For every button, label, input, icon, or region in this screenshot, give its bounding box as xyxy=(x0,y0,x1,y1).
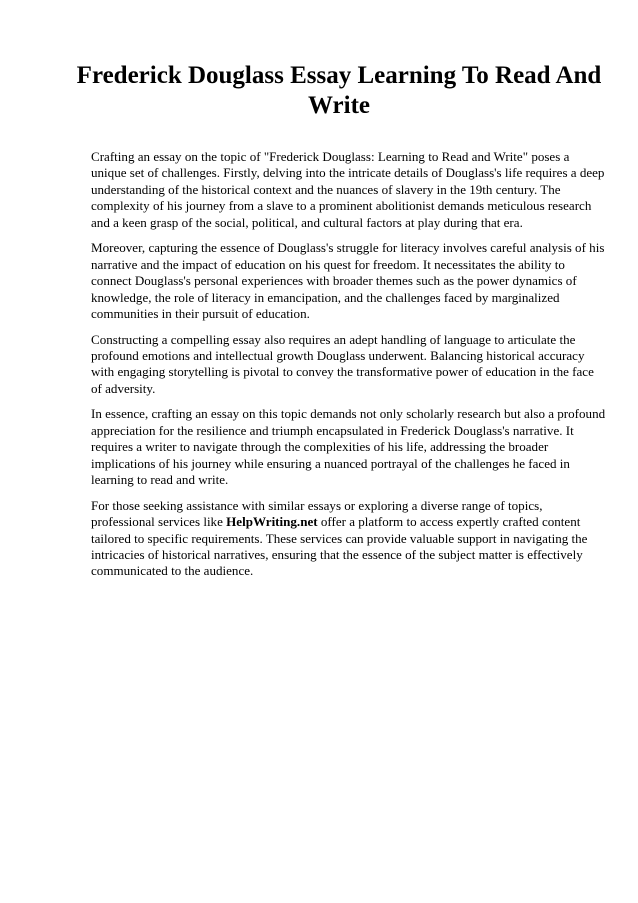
document-body xyxy=(91,149,606,589)
paragraph-4: In essence, crafting an essay on this topic demands not only scholarly research but also a profound appreciation for the resilience and triumph encapsulated in Frederick Douglass's narrative. It requires a writer to navigate through the complexities of his life, addressing the broader implications of his journey while ensuring a nuanced portrayal of the challenges he faced in learning to read and write. xyxy=(91,406,606,488)
helpwriting-brand: HelpWriting.net xyxy=(226,514,318,530)
document-title: Frederick Douglass Essay Learning To Read And Write xyxy=(76,62,602,119)
paragraph-5-after: offer a platform to access expertly crafted content tailored to specific requirements. These services can provide valuable support in navigating the intricacies of historical narratives, ensuring that the essence of the subject matter is effectively communicated to the audience. xyxy=(91,514,588,579)
paragraph-5-before: For those seeking assistance with similar essays or exploring a diverse range of topics, professional services like xyxy=(91,497,543,530)
paragraph-5 xyxy=(91,498,606,580)
paragraph-3: Constructing a compelling essay also requires an adept handling of language to articulate the profound emotions and intellectual growth Douglass underwent. Balancing historical accuracy with engaging storytelling is pivotal to convey the transformative power of education in the face of adversity. xyxy=(91,331,594,396)
paragraph-2: Moreover, capturing the essence of Douglass's struggle for literacy involves careful analysis of his narrative and the impact of education on his quest for freedom. It necessitates the ability to connect Douglass's personal experiences with broader themes such as the power dynamics of knowledge, the role of literacy in emancipation, and the challenges faced by marginalized communities in their pursuit of education. xyxy=(91,240,605,322)
paragraph-1: Crafting an essay on the topic of "Frederick Douglass: Learning to Read and Write" poses a unique set of challenges. Firstly, delving into the intricate details of Douglass's life requires a deep understanding of the historical context and the nuances of slavery in the 19th century. The complexity of his journey from a slave to a prominent abolitionist demands meticulous research and a keen grasp of the social, political, and cultural factors at play during that era. xyxy=(91,149,605,230)
